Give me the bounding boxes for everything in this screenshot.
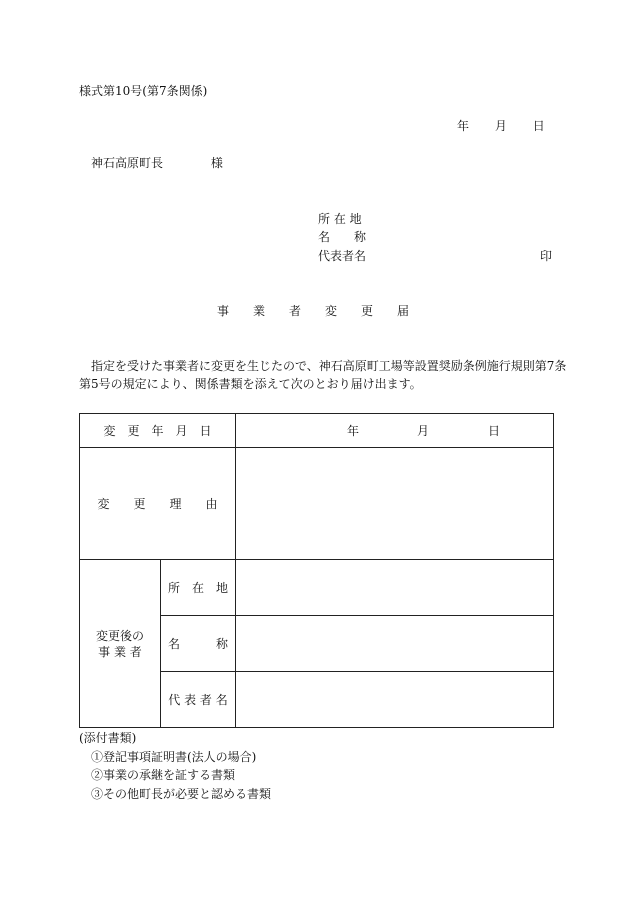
new-operator-label-line1: 変更後の: [95, 628, 144, 643]
attachment-item-1: ①登記事項証明書(法人の場合): [91, 750, 257, 764]
change-details-table: [79, 413, 554, 728]
new-operator-name-value[interactable]: [236, 616, 554, 672]
seal-mark: 印: [540, 249, 553, 263]
change-date-month: 月: [417, 423, 430, 438]
date-month-label: 月: [494, 119, 507, 133]
applicant-representative-label: 代表者名: [318, 249, 367, 263]
date-year-label: 年: [457, 119, 470, 133]
body-line-2: 第5号の規定により、関係書類を添えて次のとおり届け出ます。: [79, 377, 422, 391]
attachment-item-3: ③その他町長が必要と認める書類: [91, 787, 272, 801]
form-number: 様式第10号(第7条関係): [79, 84, 208, 98]
attachment-item-2: ②事業の承継を証する書類: [91, 768, 236, 782]
addressee: [91, 156, 223, 170]
change-reason-value[interactable]: [236, 448, 554, 560]
date-day-label: 日: [532, 119, 545, 133]
submission-date: [457, 119, 545, 133]
body-line-1: 指定を受けた事業者に変更を生じたので、神石高原町工場等設置奨励条例施行規則第7条: [91, 359, 567, 373]
new-operator-name-label: 名 称: [161, 616, 236, 672]
addressee-honorific: 様: [210, 156, 223, 170]
attachments-heading: (添付書類): [79, 731, 137, 745]
new-operator-representative-label: 代 表 者 名: [161, 672, 236, 728]
new-operator-label: [80, 560, 161, 728]
document-title: 事 業 者 変 更 届: [217, 304, 410, 318]
change-date-row: [80, 414, 554, 448]
applicant-address-label: 所 在 地: [318, 212, 362, 226]
change-date-label: 変 更 年 月 日: [80, 414, 236, 448]
new-operator-label-line2: 事 業 者: [98, 644, 142, 659]
change-date-year: 年: [347, 423, 360, 438]
new-operator-address-row: [80, 560, 554, 616]
new-operator-representative-value[interactable]: [236, 672, 554, 728]
addressee-name: 神石高原町長: [91, 156, 164, 170]
applicant-name-label: 名 称: [318, 230, 367, 244]
new-operator-address-label: 所 在 地: [161, 560, 236, 616]
new-operator-address-value[interactable]: [236, 560, 554, 616]
change-date-day: 日: [488, 423, 501, 438]
change-reason-label: 変 更 理 由: [80, 448, 236, 560]
change-reason-row: [80, 448, 554, 560]
change-date-value[interactable]: [236, 414, 554, 448]
